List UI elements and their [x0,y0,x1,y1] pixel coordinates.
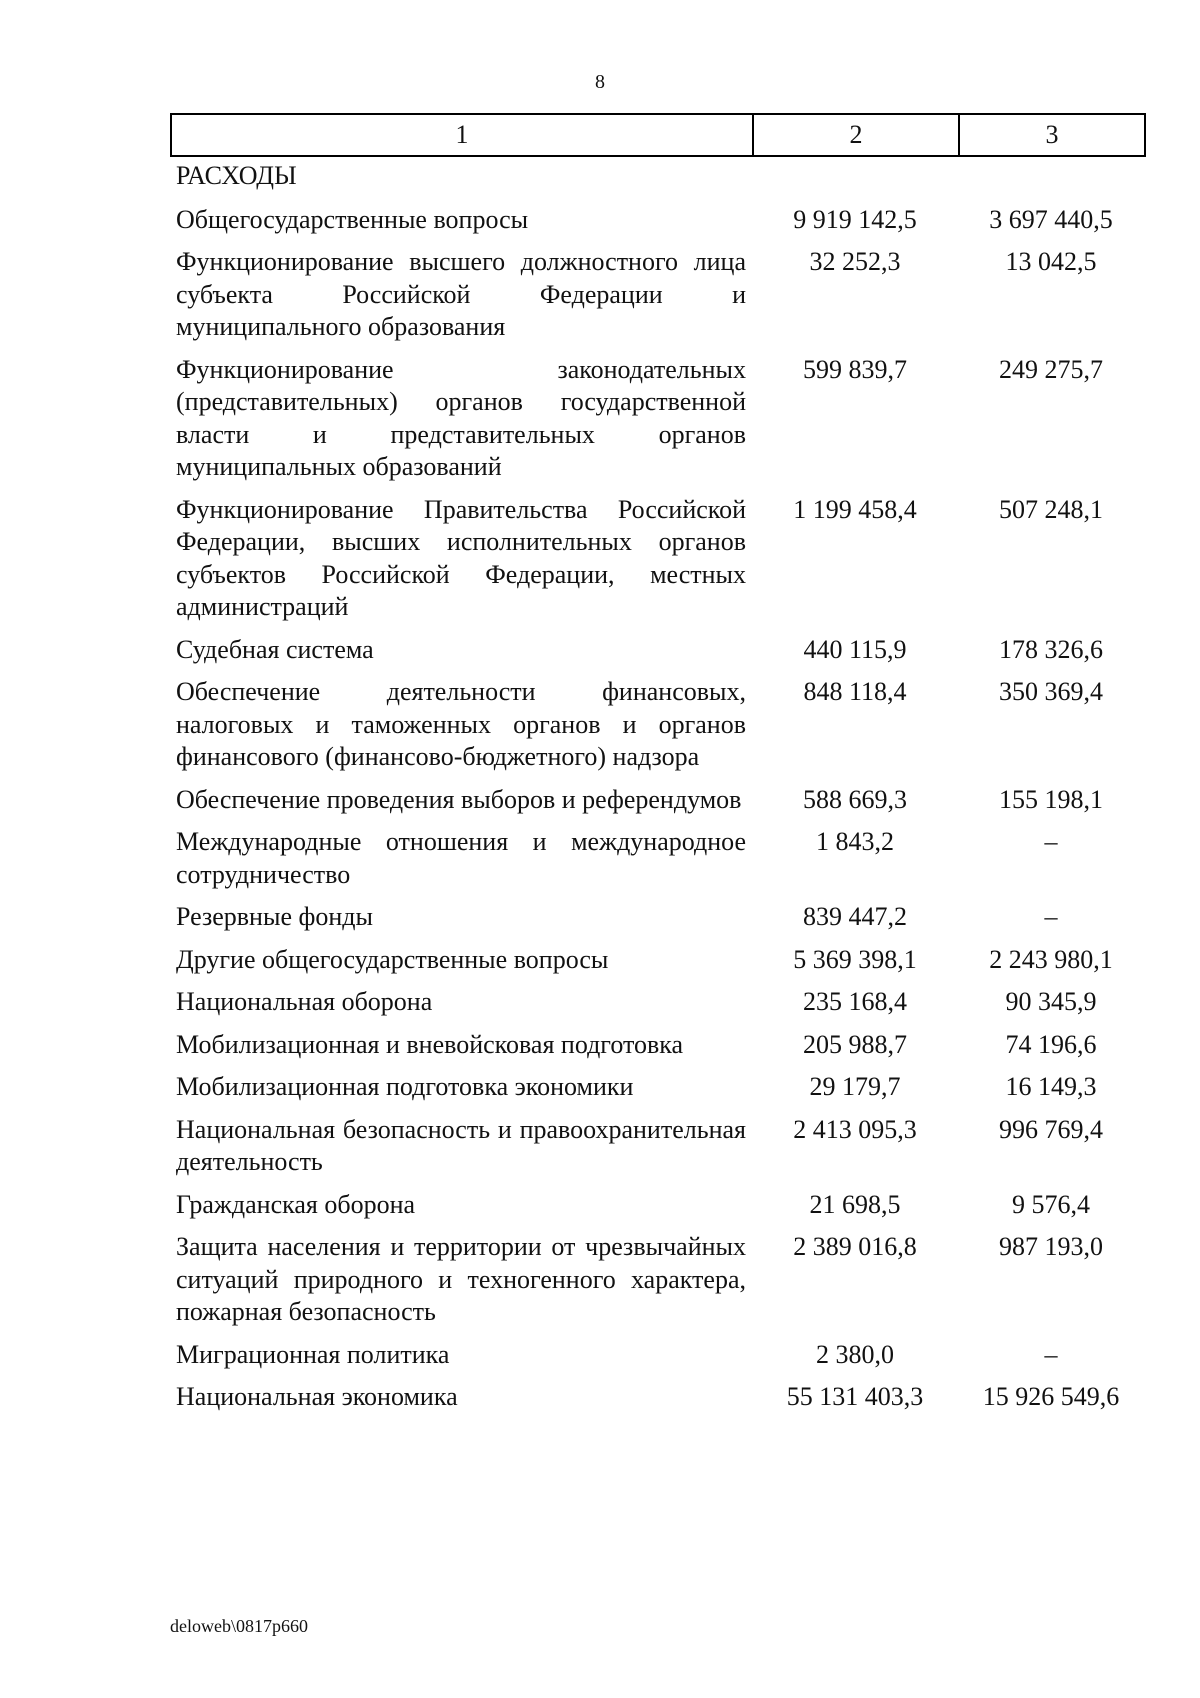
row-name: Мобилизационная подготовка экономики [176,1072,634,1101]
table-row [170,1376,1144,1419]
table-row [170,1024,1144,1067]
row-value-col3: 507 248,1 [999,494,1104,524]
table-row [170,981,1144,1024]
row-value-col2: 2 413 095,3 [793,1114,917,1144]
row-value-col2: 32 252,3 [809,247,901,276]
row-name: Обеспечение деятельности финансовых, налоговых и таможенных органов и органов финансового (финансово-бюджетного) надзора [176,677,746,771]
row-value-col3: 74 196,6 [1005,1029,1097,1059]
column-header-row [171,114,1145,156]
section-title-row [170,160,1144,199]
row-name: Резервные фонды [176,902,373,931]
row-name: Мобилизационная и вневойсковая подготовка [176,1029,684,1059]
row-name: Общегосударственные вопросы [176,204,529,234]
row-value-col2: 839 447,2 [803,902,907,931]
table-row [170,241,1144,349]
row-value-col2: 848 118,4 [803,677,907,706]
row-name: Судебная система [176,634,374,664]
table-row [170,821,1144,896]
row-value-col2: 1 199 458,4 [793,494,917,524]
table-row [170,1109,1144,1184]
row-name: Международные отношения и международное сотрудничество [176,827,746,889]
row-name: Миграционная политика [176,1339,450,1369]
column-header-table [170,113,1146,157]
row-value-col2: 2 380,0 [816,1339,894,1369]
row-value-col3: 90 345,9 [1005,987,1097,1016]
row-value-col2: 55 131 403,3 [786,1382,924,1411]
table-row [170,629,1144,672]
row-name: Защита населения и территории от чрезвычайных ситуаций природного и техногенного характера, пожарная безопасность [176,1232,746,1326]
row-value-col3: – [1044,827,1058,856]
row-value-col3: 16 149,3 [1005,1072,1097,1101]
table-row [170,939,1144,982]
row-value-col3: 13 042,5 [1005,247,1097,276]
row-name: Гражданская оборона [176,1189,416,1219]
row-value-col3: 249 275,7 [999,354,1104,384]
row-value-col2: 440 115,9 [803,634,907,664]
table-row [170,1334,1144,1377]
row-value-col2: 235 168,4 [803,987,907,1016]
row-value-col3: 3 697 440,5 [989,204,1113,234]
table-row [170,1184,1144,1227]
row-value-col2: 1 843,2 [816,827,894,856]
row-value-col2: 588 669,3 [803,784,907,814]
row-name: Национальная оборона [176,987,433,1016]
row-value-col3: 2 243 980,1 [989,944,1113,974]
row-value-col3: – [1044,902,1058,931]
row-name: Национальная экономика [176,1382,458,1411]
row-value-col2: 21 698,5 [809,1189,901,1219]
row-value-col3: 996 769,4 [999,1114,1104,1144]
row-value-col3: 987 193,0 [999,1232,1104,1261]
expenses-table [170,160,1144,1419]
row-value-col2: 2 389 016,8 [793,1232,917,1261]
table-row [170,896,1144,939]
column-header-2: 2 [753,114,959,156]
row-value-col2: 5 369 398,1 [793,944,917,974]
table-row [170,671,1144,779]
row-value-col3: 350 369,4 [999,677,1104,706]
row-value-col3: 9 576,4 [1012,1189,1091,1219]
column-header-3: 3 [959,114,1145,156]
table-row [170,1066,1144,1109]
document-footer-code: deloweb\0817p660 [170,1616,308,1636]
table-row [170,779,1144,822]
row-value-col3: 178 326,6 [999,634,1104,664]
table-row [170,349,1144,489]
page-number: 8 [595,71,605,93]
row-name: Функционирование высшего должностного лица субъекта Российской Федерации и муниципального образования [176,247,746,341]
column-header-1: 1 [171,114,753,156]
row-value-col2: 599 839,7 [803,354,907,384]
row-name: Обеспечение проведения выборов и референдумов [176,784,742,814]
row-name: Функционирование законодательных (представительных) органов государственной власти и представительных органов муниципальных образований [176,354,746,481]
expenses-table-body [170,160,1144,1419]
table-row [170,199,1144,242]
row-value-col2: 29 179,7 [809,1072,901,1101]
table-row [170,489,1144,629]
row-name: Национальная безопасность и правоохранительная деятельность [176,1114,746,1176]
row-value-col3: 15 926 549,6 [982,1382,1120,1411]
row-name: Другие общегосударственные вопросы [176,944,609,974]
row-value-col3: – [1044,1339,1058,1369]
row-value-col2: 205 988,7 [803,1029,907,1059]
table-row [170,1226,1144,1334]
section-title: РАСХОДЫ [176,161,297,190]
row-value-col3: 155 198,1 [999,784,1104,814]
row-value-col2: 9 919 142,5 [793,204,917,234]
row-name: Функционирование Правительства Российской Федерации, высших исполнительных органов субъектов Российской Федерации, местных администраций [176,494,746,621]
